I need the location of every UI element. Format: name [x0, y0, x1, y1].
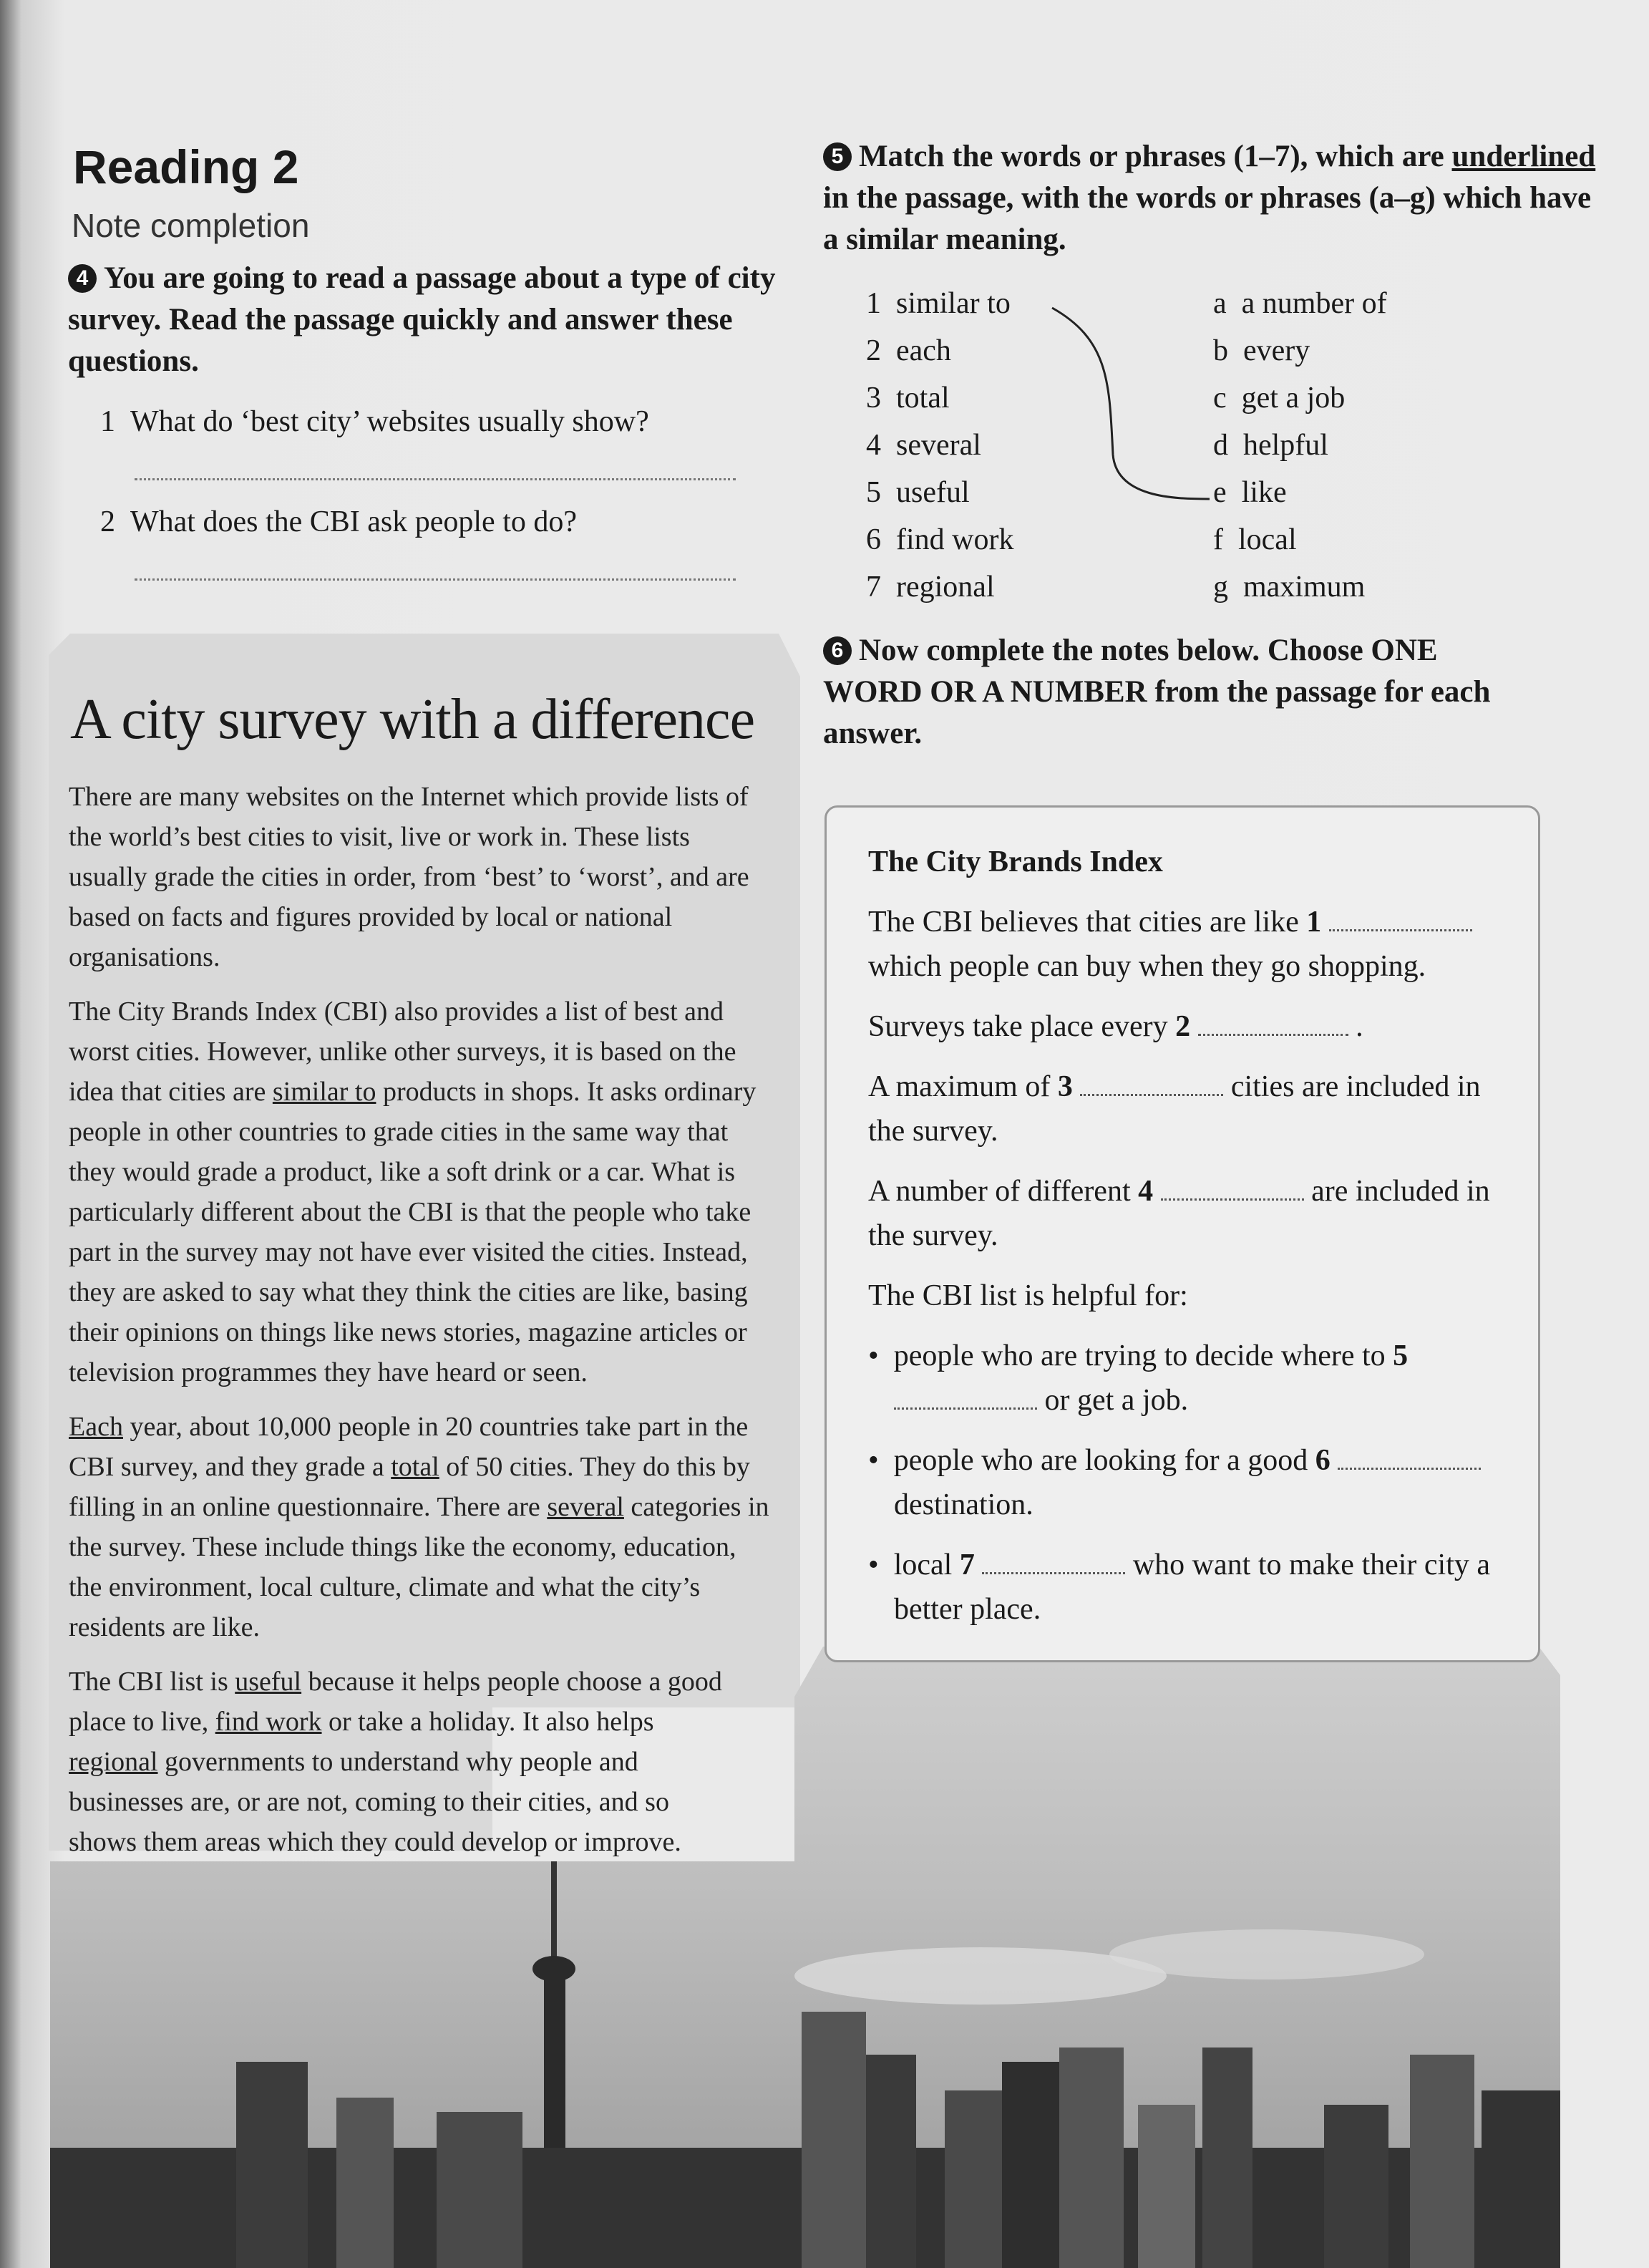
passage-text: The CBI list is — [69, 1667, 235, 1697]
match-left-item — [866, 523, 1013, 557]
gap-number: 6 — [1315, 1444, 1331, 1477]
item-number: 5 — [866, 476, 881, 509]
instruction-text: Match the words or phrases (1–7), which are — [859, 140, 1452, 173]
note-4 — [868, 1169, 1509, 1258]
passage-text: because it helps people choose a good place to live, — [69, 1667, 722, 1737]
note-text: Surveys take place every — [868, 1010, 1176, 1043]
note-text: survey. — [912, 1115, 998, 1148]
item-text: each — [896, 334, 951, 367]
match-right-item — [1213, 286, 1387, 321]
item-text: maximum — [1243, 571, 1366, 604]
gap-number: 1 — [1306, 906, 1322, 939]
note-text: better place. — [894, 1593, 1041, 1626]
instruction-text: You are going to read a passage about a type of city survey. Read the passage quickly and answer these questions. — [68, 261, 776, 378]
passage-text: governments to understand why people and businesses are, or are not, coming to their cities, and so shows them areas which they could develop or improve. — [69, 1747, 681, 1857]
gap-number: 3 — [1057, 1070, 1073, 1103]
note-text: the survey. — [868, 1219, 998, 1252]
match-left-item — [866, 334, 951, 368]
gap-number: 5 — [1393, 1339, 1409, 1372]
note-2 — [868, 1004, 1509, 1049]
underlined-phrase: regional — [69, 1747, 158, 1777]
note-text: or get a job. — [1044, 1384, 1189, 1417]
gap-5[interactable] — [894, 1407, 1037, 1410]
instruction-text: in the passage, with the words or phrases (a–g) which have a similar meaning. — [823, 181, 1592, 256]
match-right-item — [1213, 381, 1345, 415]
underlined-phrase: similar to — [272, 1077, 376, 1107]
item-letter: a — [1213, 287, 1227, 320]
instruction-text: Now complete the notes below. Choose ONE WORD OR A NUMBER from the passage for each answer. — [823, 634, 1491, 750]
note-1 — [868, 900, 1509, 989]
item-letter: b — [1213, 334, 1228, 367]
item-number: 6 — [866, 523, 881, 556]
item-text: every — [1243, 334, 1310, 367]
passage-title: A city survey with a difference — [70, 688, 755, 751]
item-text: regional — [896, 571, 995, 604]
underlined-phrase: useful — [235, 1667, 302, 1697]
passage-text: of 50 cities. They do this by filling in an online questionnaire. There are — [69, 1452, 750, 1522]
note-text: A maximum of — [868, 1070, 1058, 1103]
passage-body — [69, 777, 770, 1862]
exercise-number-badge: 4 — [68, 264, 97, 293]
item-text: get a job — [1241, 382, 1346, 415]
item-number: 4 — [866, 429, 881, 462]
item-letter: f — [1213, 523, 1223, 556]
note-text: people who are trying to decide where to — [893, 1339, 1386, 1372]
question-text: What do ‘best city’ websites usually show? — [130, 405, 649, 438]
gap-4[interactable] — [1161, 1198, 1304, 1201]
item-letter: e — [1213, 476, 1227, 509]
underlined-phrase: several — [547, 1492, 624, 1522]
match-left-item — [866, 475, 970, 510]
item-text: useful — [896, 476, 970, 509]
item-letter: d — [1213, 429, 1228, 462]
instruction-underlined: underlined — [1451, 140, 1596, 173]
exercise-number-badge: 6 — [823, 636, 852, 665]
question-text: What does the CBI ask people to do? — [130, 505, 578, 538]
underlined-phrase: Each — [69, 1412, 123, 1442]
note-text: who want to make their city a — [1132, 1549, 1491, 1581]
match-right-item — [1213, 570, 1365, 604]
passage-text: year, about 10,000 people in 20 countries take part in the CBI survey, and they grade a — [69, 1412, 749, 1482]
note-text: destination. — [894, 1488, 1033, 1521]
note-3 — [868, 1065, 1509, 1153]
underlined-phrase: find work — [215, 1707, 322, 1737]
item-number: 1 — [866, 287, 881, 320]
note-text: which people can buy when they go shopping. — [868, 950, 1426, 983]
item-letter: g — [1213, 571, 1228, 604]
passage-text: There are many websites on the Internet which provide lists of the world’s best cities to visit, live or work in. These lists usually grade the cities in order, from ‘best’ to ‘worst’, and are based on facts and figures provided by local or national organisations. — [69, 782, 749, 972]
item-text: like — [1241, 476, 1287, 509]
match-right-item — [1213, 428, 1328, 462]
note-text: people who are looking for a good — [893, 1444, 1315, 1477]
question-number: 2 — [100, 505, 115, 538]
notes-helpful-heading: The CBI list is helpful for: — [868, 1279, 1188, 1312]
bullet-2: • people who are looking for a good 6 destination. — [868, 1438, 1509, 1527]
note-text: . — [1356, 1010, 1363, 1043]
match-right-item — [1213, 475, 1287, 510]
match-right-item — [1213, 334, 1310, 368]
match-left-item — [866, 570, 995, 604]
question-number: 1 — [100, 405, 115, 438]
section-title: Reading 2 — [73, 140, 299, 193]
gap-number: 4 — [1138, 1175, 1154, 1208]
match-left-item — [866, 381, 950, 415]
item-letter: c — [1213, 382, 1227, 415]
passage-text: or take a holiday. It also helps — [321, 1707, 654, 1737]
passage-text: categories in the survey. These include things like the economy, education, the environment, local culture, climate and what the city’s residents are like. — [69, 1492, 769, 1642]
match-right-item — [1213, 523, 1297, 557]
item-number: 3 — [866, 382, 881, 415]
passage-paragraph-2 — [69, 992, 770, 1392]
gap-6[interactable] — [1338, 1468, 1481, 1470]
match-connector-line — [1045, 297, 1217, 512]
passage-paragraph-4 — [69, 1662, 734, 1862]
exercise-number-badge: 5 — [823, 142, 852, 171]
passage-text: products in shops. It asks ordinary people in other countries to grade cities in the same way that they would grade a product, like a soft drink or a car. What is particularly different about the CBI is that the people who take part in the survey may not have ever visited the cities. Instead, they are asked to say what they think the cities are like, basing their opinions on things like news stories, magazine articles or television programmes they have heard or seen. — [69, 1077, 757, 1387]
item-number: 7 — [866, 571, 881, 604]
note-text: are included in — [1311, 1175, 1490, 1208]
gap-7[interactable] — [982, 1572, 1125, 1574]
item-number: 2 — [866, 334, 881, 367]
item-text: a number of — [1241, 287, 1387, 320]
answer-line-1[interactable] — [135, 478, 736, 480]
item-text: helpful — [1243, 429, 1328, 462]
note-text: The CBI believes that cities are like — [868, 906, 1307, 939]
notes-title: The City Brands Index — [868, 845, 1163, 878]
gap-2[interactable] — [1198, 1034, 1348, 1036]
gap-number: 2 — [1175, 1010, 1191, 1043]
question-1 — [100, 404, 649, 439]
exercise-5-instruction — [823, 136, 1610, 261]
item-text: find work — [896, 523, 1014, 556]
gap-3[interactable] — [1080, 1094, 1223, 1096]
bullet-3: • local 7 who want to make their city a better place. — [868, 1549, 1491, 1626]
passage-paragraph-3 — [69, 1407, 770, 1647]
gap-1[interactable] — [1329, 929, 1472, 931]
item-text: total — [896, 382, 950, 415]
gap-number: 7 — [959, 1549, 975, 1581]
item-text: several — [896, 429, 981, 462]
passage-paragraph-1 — [69, 777, 770, 977]
match-left-item — [866, 286, 1011, 321]
underlined-phrase: total — [391, 1452, 439, 1482]
passage-text: The City Brands Index (CBI) also provides a list of best and worst cities. However, unlike other surveys, it is based on the idea that cities are — [69, 997, 736, 1107]
match-left-item — [866, 428, 981, 462]
note-text: A number of different — [868, 1175, 1139, 1208]
exercise-4-instruction — [68, 258, 805, 382]
item-text: similar to — [896, 287, 1011, 320]
item-text: local — [1238, 523, 1297, 556]
answer-line-2[interactable] — [135, 578, 736, 581]
note-text: local — [893, 1549, 960, 1581]
section-subtitle: Note completion — [72, 207, 310, 244]
exercise-6-instruction — [823, 630, 1539, 755]
question-2 — [100, 505, 577, 539]
bullet-1: • people who are trying to decide where to 5 or get a job. — [868, 1339, 1409, 1417]
notes-box — [824, 805, 1540, 1662]
note-text: cities are included in the — [868, 1070, 1481, 1148]
